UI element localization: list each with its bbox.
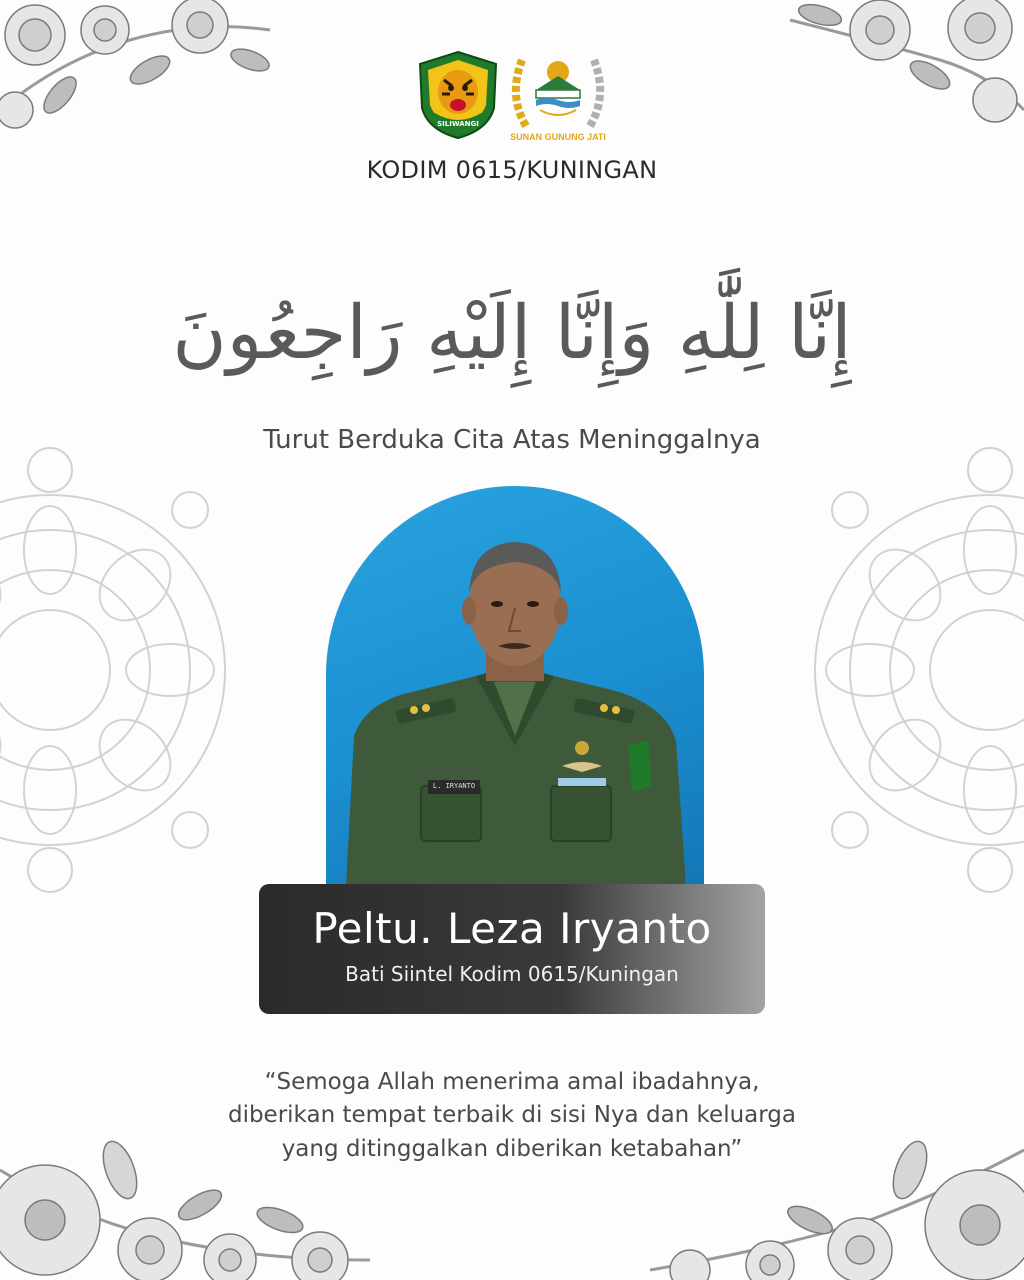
soldier-portrait-figure [326,486,704,886]
rice-wreath-emblem-icon [506,46,610,132]
portrait-photo [326,486,704,886]
name-plate [259,884,765,1014]
uniform-name-tag: L. IRYANTO [432,782,476,790]
mandala-right-ornament [810,420,1024,920]
siliwangi-logo [418,50,498,140]
prayer-line: yang ditinggalkan diberikan ketabahan” [281,1135,743,1162]
arabic-inna-lillahi-text: إِنَّا لِلَّٰهِ وَإِنَّا إِلَيْهِ رَاجِعُونَ [172,290,852,376]
floral-top-left-ornament [0,0,290,140]
sunan-gunung-jati-label: SUNAN GUNUNG JATI [510,132,606,142]
condolence-heading: Turut Berduka Cita Atas Meninggalnya [263,425,761,455]
mandala-left-ornament [0,420,230,920]
deceased-name: Peltu. Leza Iryanto [312,904,712,953]
sunan-gunung-jati-logo [506,46,610,146]
siliwangi-logo-label: SILIWANGI [437,120,479,128]
prayer-line: “Semoga Allah menerima amal ibadahnya, [264,1069,760,1095]
floral-top-right-ornament [780,0,1024,140]
organization-name: KODIM 0615/KUNINGAN [366,156,658,184]
prayer-quote [0,1066,1024,1166]
deceased-position: Bati Siintel Kodim 0615/Kuningan [345,962,679,986]
prayer-line: diberikan tempat terbaik di sisi Nya dan keluarga [227,1102,797,1129]
